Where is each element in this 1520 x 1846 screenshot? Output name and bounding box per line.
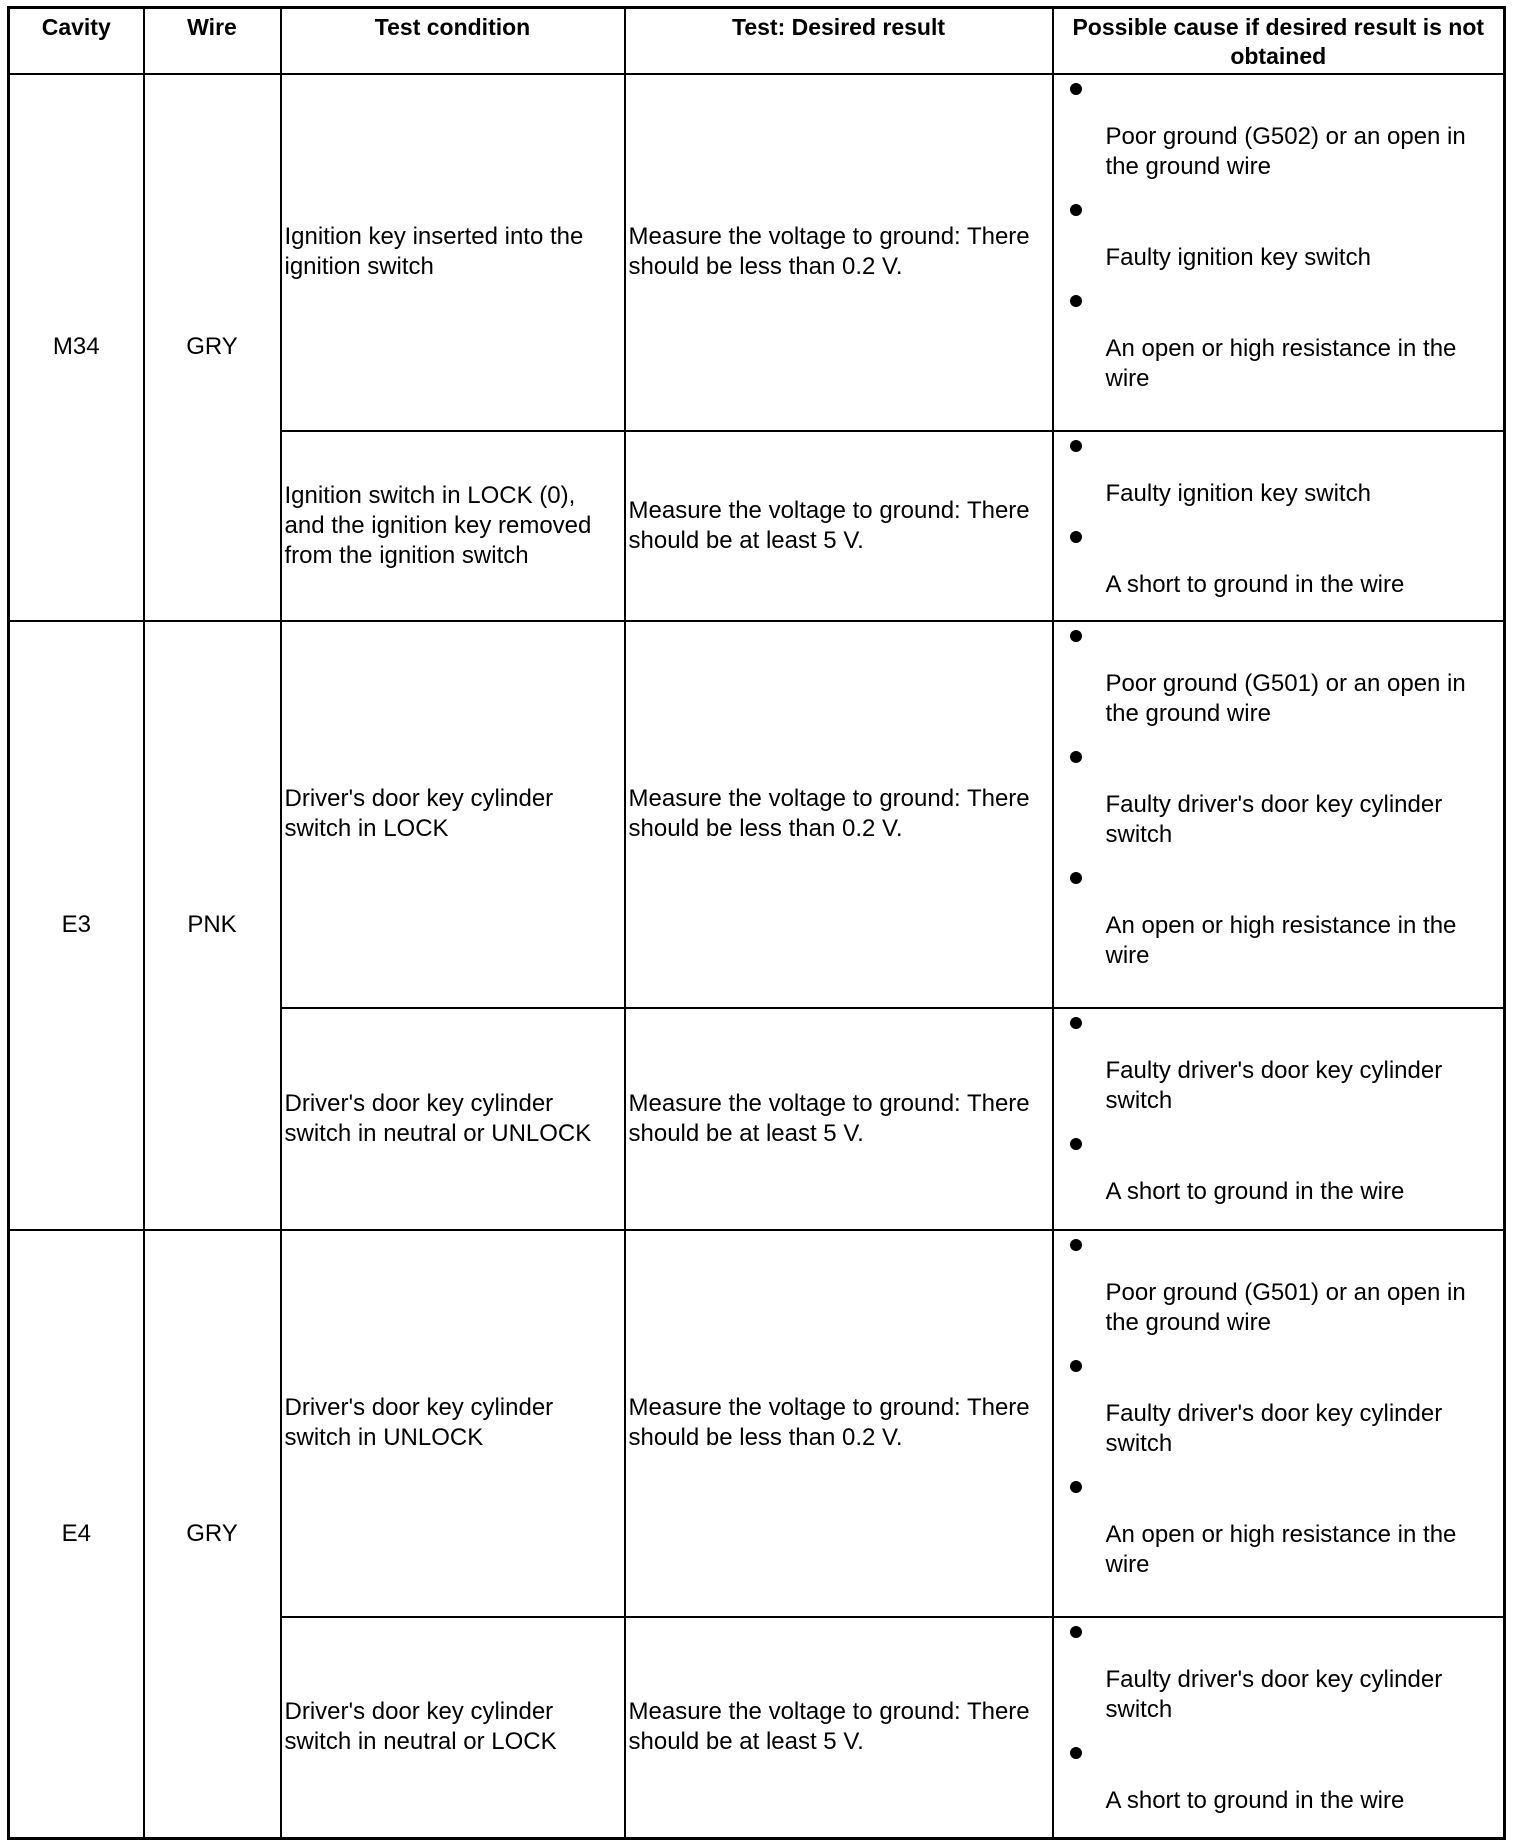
possible-causes-cell — [1053, 1008, 1505, 1230]
test-condition-cell: Driver's door key cylinder switch in LOCK — [281, 621, 625, 1008]
header-test-condition: Test condition — [281, 8, 625, 74]
possible-causes-cell — [1053, 431, 1505, 621]
bullet-icon — [1054, 864, 1504, 894]
table-row — [9, 1230, 1505, 1617]
bullet-icon — [1054, 432, 1504, 462]
desired-result-cell: Measure the voltage to ground: There should be at least 5 V. — [625, 431, 1053, 621]
wire-color-cell: GRY — [144, 74, 281, 621]
cavity-cell: E3 — [9, 621, 144, 1230]
cause-item: Poor ground (G501) or an open in the ground wire — [1105, 669, 1466, 727]
diagnostic-table-page — [7, 6, 1503, 1837]
header-possible-cause: Possible cause if desired result is not obtained — [1053, 8, 1505, 74]
test-condition-cell: Driver's door key cylinder switch in UNLOCK — [281, 1230, 625, 1617]
desired-result-cell: Measure the voltage to ground: There should be less than 0.2 V. — [625, 621, 1053, 1008]
header-cavity: Cavity — [9, 8, 144, 74]
desired-result-cell: Measure the voltage to ground: There should be at least 5 V. — [625, 1617, 1053, 1839]
header-wire: Wire — [144, 8, 281, 74]
bullet-icon — [1054, 1130, 1504, 1160]
wire-color-cell: GRY — [144, 1230, 281, 1839]
table-row — [9, 74, 1505, 431]
test-condition-cell: Ignition key inserted into the ignition switch — [281, 74, 625, 431]
cause-item: An open or high resistance in the wire — [1105, 911, 1457, 969]
cause-item: A short to ground in the wire — [1105, 1177, 1405, 1205]
cause-item: A short to ground in the wire — [1105, 570, 1405, 598]
cause-item: A short to ground in the wire — [1105, 1786, 1405, 1814]
diagnostic-table — [7, 6, 1506, 1840]
cause-item: Faulty driver's door key cylinder switch — [1105, 1056, 1443, 1114]
desired-result-cell: Measure the voltage to ground: There should be less than 0.2 V. — [625, 1230, 1053, 1617]
possible-causes-cell — [1053, 1230, 1505, 1617]
possible-causes-cell — [1053, 621, 1505, 1008]
desired-result-cell: Measure the voltage to ground: There should be less than 0.2 V. — [625, 74, 1053, 431]
cause-item: Faulty ignition key switch — [1105, 479, 1371, 507]
bullet-icon — [1054, 287, 1504, 317]
wire-color-cell: PNK — [144, 621, 281, 1230]
bullet-icon — [1054, 743, 1504, 773]
cause-item: Faulty driver's door key cylinder switch — [1105, 1665, 1443, 1723]
test-condition-cell: Ignition switch in LOCK (0), and the ignition key removed from the ignition switch — [281, 431, 625, 621]
cause-item: Faulty driver's door key cylinder switch — [1105, 1399, 1443, 1457]
bullet-icon — [1054, 75, 1504, 105]
cause-item: An open or high resistance in the wire — [1105, 1520, 1457, 1578]
possible-causes-cell — [1053, 1617, 1505, 1839]
test-condition-cell: Driver's door key cylinder switch in neutral or UNLOCK — [281, 1008, 625, 1230]
possible-causes-cell — [1053, 74, 1505, 431]
cavity-cell: M34 — [9, 74, 144, 621]
cause-item: Faulty ignition key switch — [1105, 243, 1371, 271]
bullet-icon — [1054, 1739, 1504, 1769]
bullet-icon — [1054, 1473, 1504, 1503]
bullet-icon — [1054, 622, 1504, 652]
table-header-row — [9, 8, 1505, 74]
bullet-icon — [1054, 1352, 1504, 1382]
bullet-icon — [1054, 1231, 1504, 1261]
cause-item: Poor ground (G502) or an open in the ground wire — [1105, 122, 1466, 180]
cause-item: An open or high resistance in the wire — [1105, 334, 1457, 392]
bullet-icon — [1054, 1618, 1504, 1648]
cause-item: Faulty driver's door key cylinder switch — [1105, 790, 1443, 848]
desired-result-cell: Measure the voltage to ground: There should be at least 5 V. — [625, 1008, 1053, 1230]
bullet-icon — [1054, 523, 1504, 553]
cause-item: Poor ground (G501) or an open in the ground wire — [1105, 1278, 1466, 1336]
bullet-icon — [1054, 1009, 1504, 1039]
bullet-icon — [1054, 196, 1504, 226]
header-desired-result: Test: Desired result — [625, 8, 1053, 74]
table-row — [9, 621, 1505, 1008]
test-condition-cell: Driver's door key cylinder switch in neutral or LOCK — [281, 1617, 625, 1839]
cavity-cell: E4 — [9, 1230, 144, 1839]
